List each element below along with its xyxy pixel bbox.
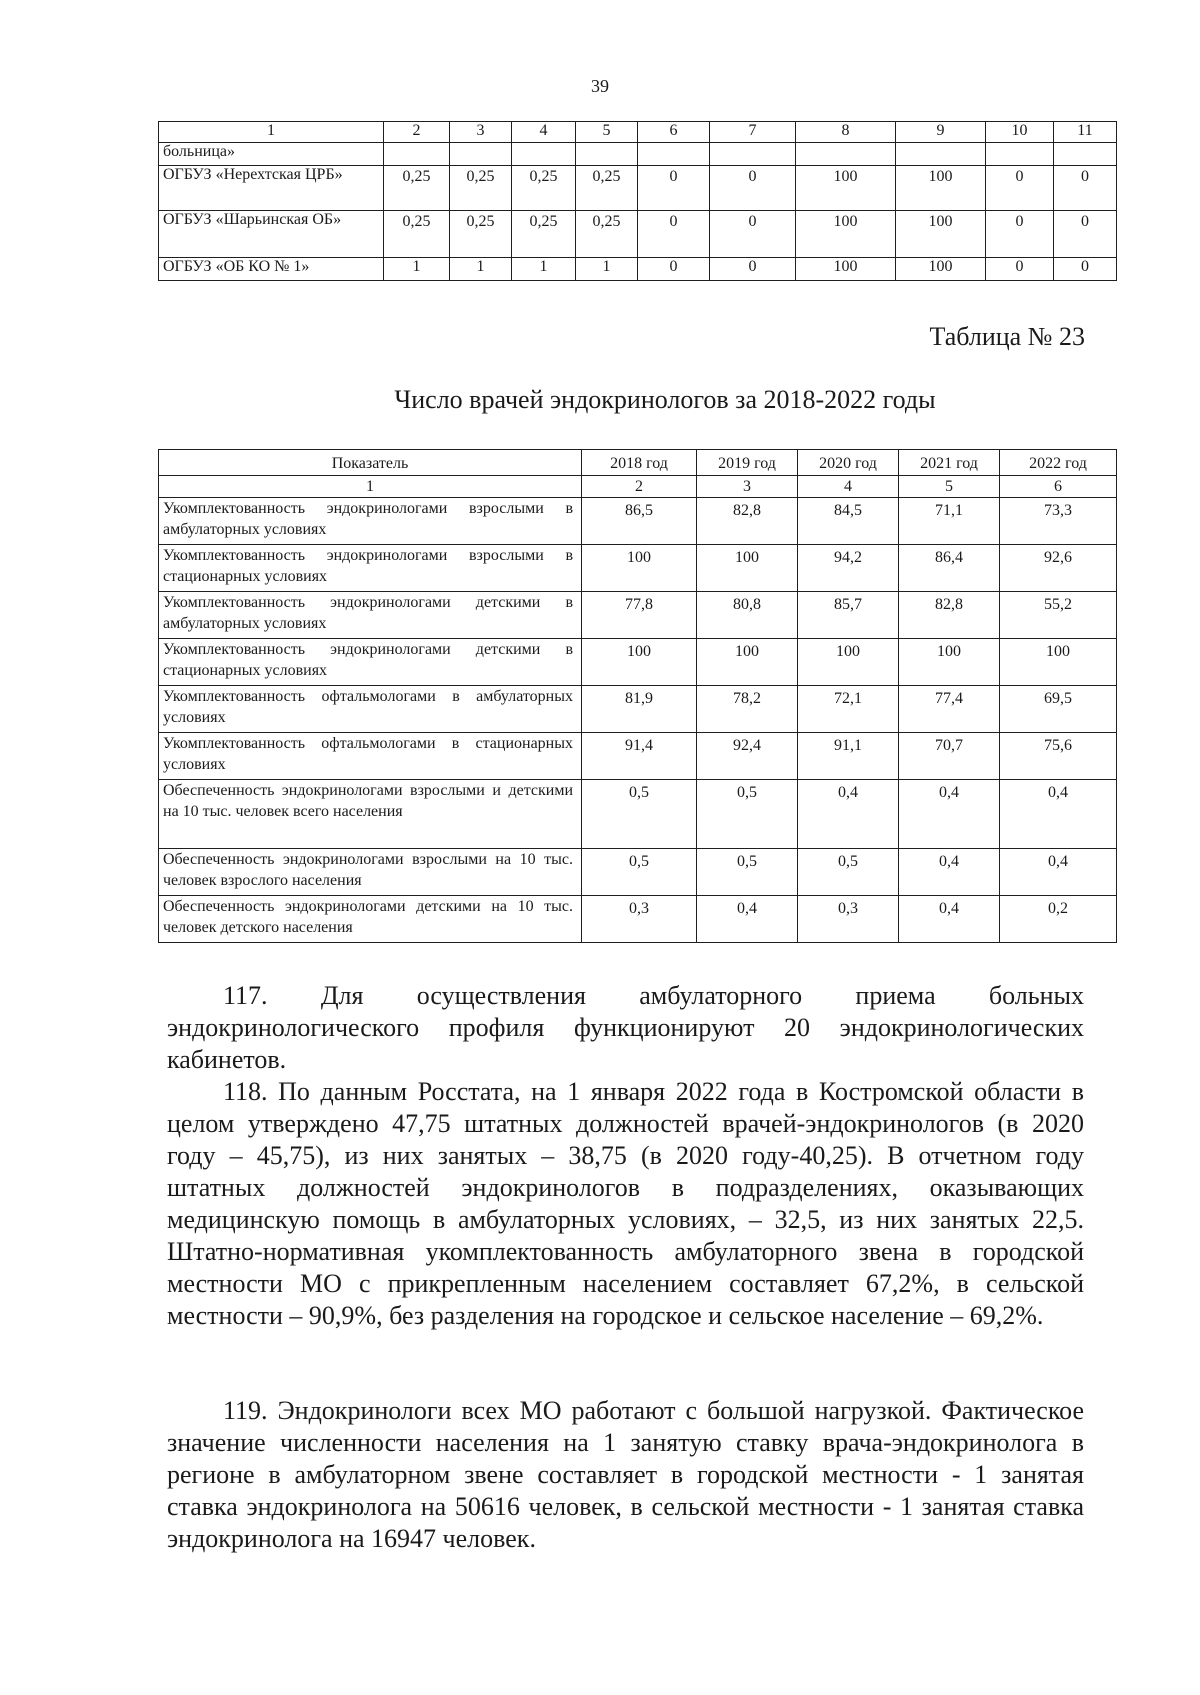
- table-cell: 100: [896, 258, 986, 281]
- table-cell: 0: [986, 258, 1054, 281]
- indicator-cell: Обеспеченность эндокринологами взрослыми и детскими на 10 тыс. человек всего населения: [159, 780, 582, 849]
- value-cell: 0,4: [899, 896, 1000, 943]
- indicator-cell: Укомплектованность эндокринологами взрослыми в стационарных условиях: [159, 545, 582, 592]
- value-cell: 72,1: [798, 686, 899, 733]
- table-cell: 0,25: [450, 166, 512, 211]
- table-cell: [796, 143, 896, 166]
- table-cell: [512, 143, 576, 166]
- table-cell: 0: [638, 211, 710, 258]
- value-cell: 0,5: [697, 780, 798, 849]
- page-number: 39: [591, 76, 609, 96]
- value-cell: 100: [798, 639, 899, 686]
- table-cell: 0: [710, 211, 796, 258]
- paragraph-118: 118. По данным Росстата, на 1 января 2022 года в Костромской области в целом утверждено 47,75 штатных должностей врачей-эндокринологов (в 2020 году – 45,75), из них занятых – 38,75 (в 2020 году-40,25). В отчетном году штатных должностей эндокринологов в подразделениях, оказывающих медицинскую помощь в амбулаторных условиях, – 32,5, из них занятых 22,5. Штатно-нормативная укомплектованность амбулаторного звена в городской местности МО с прикрепленным населением составляет 67,2%, в сельской местности – 90,9%, без разделения на городское и сельское население – 69,2%.: [167, 1077, 1084, 1330]
- column-number: 11: [1054, 122, 1117, 143]
- institution-name: ОГБУЗ «Шарьинская ОБ»: [159, 211, 384, 258]
- table-cell: 0,25: [576, 211, 638, 258]
- table-cell: [576, 143, 638, 166]
- value-cell: 0,5: [798, 849, 899, 896]
- value-cell: 100: [582, 545, 697, 592]
- value-cell: 78,2: [697, 686, 798, 733]
- table-cell: 0: [710, 166, 796, 211]
- column-number: 4: [512, 122, 576, 143]
- value-cell: 0,3: [798, 896, 899, 943]
- institution-name: ОГБУЗ «Нерехтская ЦРБ»: [159, 166, 384, 211]
- value-cell: 92,6: [1000, 545, 1117, 592]
- value-cell: 0,2: [1000, 896, 1117, 943]
- table-row: [159, 166, 1117, 211]
- table-row: [159, 211, 1117, 258]
- value-cell: 0,4: [1000, 849, 1117, 896]
- column-number: 3: [697, 476, 798, 498]
- table-row: [159, 639, 1117, 686]
- column-header: 2020 год: [798, 450, 899, 476]
- value-cell: 77,4: [899, 686, 1000, 733]
- column-number: 6: [1000, 476, 1117, 498]
- table-number: Таблица № 23: [929, 322, 1085, 351]
- column-number: 2: [384, 122, 450, 143]
- table-cell: 0,25: [576, 166, 638, 211]
- table-header-row: [159, 122, 1117, 143]
- column-header: 2021 год: [899, 450, 1000, 476]
- column-number: 1: [159, 122, 384, 143]
- value-cell: 100: [582, 639, 697, 686]
- column-number: 5: [899, 476, 1000, 498]
- value-cell: 84,5: [798, 498, 899, 545]
- value-cell: 100: [899, 639, 1000, 686]
- indicator-cell: Укомплектованность офтальмологами в стационарных условиях: [159, 733, 582, 780]
- column-number: 7: [710, 122, 796, 143]
- indicator-cell: Обеспеченность эндокринологами детскими на 10 тыс. человек детского населения: [159, 896, 582, 943]
- table-cell: 100: [796, 258, 896, 281]
- table-cell: 0,25: [450, 211, 512, 258]
- table-cell: 100: [796, 211, 896, 258]
- value-cell: 77,8: [582, 592, 697, 639]
- continued-table: [158, 121, 1117, 281]
- table-cell: 100: [896, 211, 986, 258]
- indicator-cell: Укомплектованность офтальмологами в амбулаторных условиях: [159, 686, 582, 733]
- column-header: Показатель: [159, 450, 582, 476]
- table-cell: [384, 143, 450, 166]
- table-row: [159, 733, 1117, 780]
- table-cell: 0: [986, 211, 1054, 258]
- table-row: [159, 143, 1117, 166]
- table-row: [159, 498, 1117, 545]
- value-cell: 0,4: [899, 780, 1000, 849]
- table-row: [159, 780, 1117, 849]
- value-cell: 0,5: [697, 849, 798, 896]
- value-cell: 70,7: [899, 733, 1000, 780]
- table-cell: 0,25: [512, 211, 576, 258]
- table-row: [159, 545, 1117, 592]
- table-row: [159, 592, 1117, 639]
- value-cell: 100: [697, 545, 798, 592]
- value-cell: 91,1: [798, 733, 899, 780]
- value-cell: 100: [697, 639, 798, 686]
- table-header-row: [159, 450, 1117, 476]
- value-cell: 82,8: [899, 592, 1000, 639]
- institution-name: ОГБУЗ «ОБ КО № 1»: [159, 258, 384, 281]
- table-cell: [638, 143, 710, 166]
- endocrinologists-table: [158, 449, 1117, 943]
- table-cell: 0,25: [384, 166, 450, 211]
- table-cell: 0: [638, 166, 710, 211]
- column-number-row: [159, 476, 1117, 498]
- table-cell: 1: [384, 258, 450, 281]
- value-cell: 55,2: [1000, 592, 1117, 639]
- paragraph-117: 117. Для осуществления амбулаторного приема больных эндокринологического профиля функционируют 20 эндокринологических кабинетов.: [167, 981, 1084, 1074]
- value-cell: 80,8: [697, 592, 798, 639]
- value-cell: 69,5: [1000, 686, 1117, 733]
- table-cell: 1: [450, 258, 512, 281]
- value-cell: 0,4: [1000, 780, 1117, 849]
- value-cell: 86,5: [582, 498, 697, 545]
- table-cell: 0: [1054, 258, 1117, 281]
- value-cell: 0,3: [582, 896, 697, 943]
- value-cell: 71,1: [899, 498, 1000, 545]
- institution-name: больница»: [159, 143, 384, 166]
- table-row: [159, 258, 1117, 281]
- indicator-cell: Укомплектованность эндокринологами детскими в стационарных условиях: [159, 639, 582, 686]
- column-number: 5: [576, 122, 638, 143]
- value-cell: 82,8: [697, 498, 798, 545]
- column-header: 2018 год: [582, 450, 697, 476]
- column-header: 2019 год: [697, 450, 798, 476]
- value-cell: 81,9: [582, 686, 697, 733]
- value-cell: 94,2: [798, 545, 899, 592]
- value-cell: 100: [1000, 639, 1117, 686]
- table-row: [159, 849, 1117, 896]
- column-number: 9: [896, 122, 986, 143]
- table-cell: 0: [1054, 211, 1117, 258]
- value-cell: 0,5: [582, 780, 697, 849]
- table-row: [159, 686, 1117, 733]
- column-header: 2022 год: [1000, 450, 1117, 476]
- indicator-cell: Укомплектованность эндокринологами детскими в амбулаторных условиях: [159, 592, 582, 639]
- indicator-cell: Укомплектованность эндокринологами взрослыми в амбулаторных условиях: [159, 498, 582, 545]
- table-cell: 0: [638, 258, 710, 281]
- column-number: 1: [159, 476, 582, 498]
- table-cell: 100: [896, 166, 986, 211]
- table-cell: 0: [710, 258, 796, 281]
- table-cell: 0,25: [384, 211, 450, 258]
- value-cell: 73,3: [1000, 498, 1117, 545]
- value-cell: 0,4: [798, 780, 899, 849]
- table-cell: [710, 143, 796, 166]
- table-cell: 0: [1054, 166, 1117, 211]
- value-cell: 86,4: [899, 545, 1000, 592]
- value-cell: 0,4: [697, 896, 798, 943]
- column-number: 3: [450, 122, 512, 143]
- column-number: 4: [798, 476, 899, 498]
- column-number: 6: [638, 122, 710, 143]
- value-cell: 91,4: [582, 733, 697, 780]
- table-cell: 1: [576, 258, 638, 281]
- indicator-cell: Обеспеченность эндокринологами взрослыми на 10 тыс. человек взрослого населения: [159, 849, 582, 896]
- table-cell: 0,25: [512, 166, 576, 211]
- value-cell: 0,4: [899, 849, 1000, 896]
- table-cell: 1: [512, 258, 576, 281]
- value-cell: 92,4: [697, 733, 798, 780]
- column-number: 10: [986, 122, 1054, 143]
- table-cell: [896, 143, 986, 166]
- table-cell: 100: [796, 166, 896, 211]
- table-row: [159, 896, 1117, 943]
- value-cell: 75,6: [1000, 733, 1117, 780]
- paragraph-119: 119. Эндокринологи всех МО работают с большой нагрузкой. Фактическое значение численности населения на 1 занятую ставку врача-эндокринолога в регионе в амбулаторном звене составляет в городской местности - 1 занятая ставка эндокринолога на 50616 человек, в сельской местности - 1 занятая ставка эндокринолога на 16947 человек.: [167, 1396, 1084, 1553]
- value-cell: 85,7: [798, 592, 899, 639]
- column-number: 2: [582, 476, 697, 498]
- table-cell: [450, 143, 512, 166]
- table-cell: 0: [986, 166, 1054, 211]
- table-title: Число врачей эндокринологов за 2018-2022 годы: [394, 385, 936, 414]
- table-cell: [986, 143, 1054, 166]
- table-cell: [1054, 143, 1117, 166]
- column-number: 8: [796, 122, 896, 143]
- value-cell: 0,5: [582, 849, 697, 896]
